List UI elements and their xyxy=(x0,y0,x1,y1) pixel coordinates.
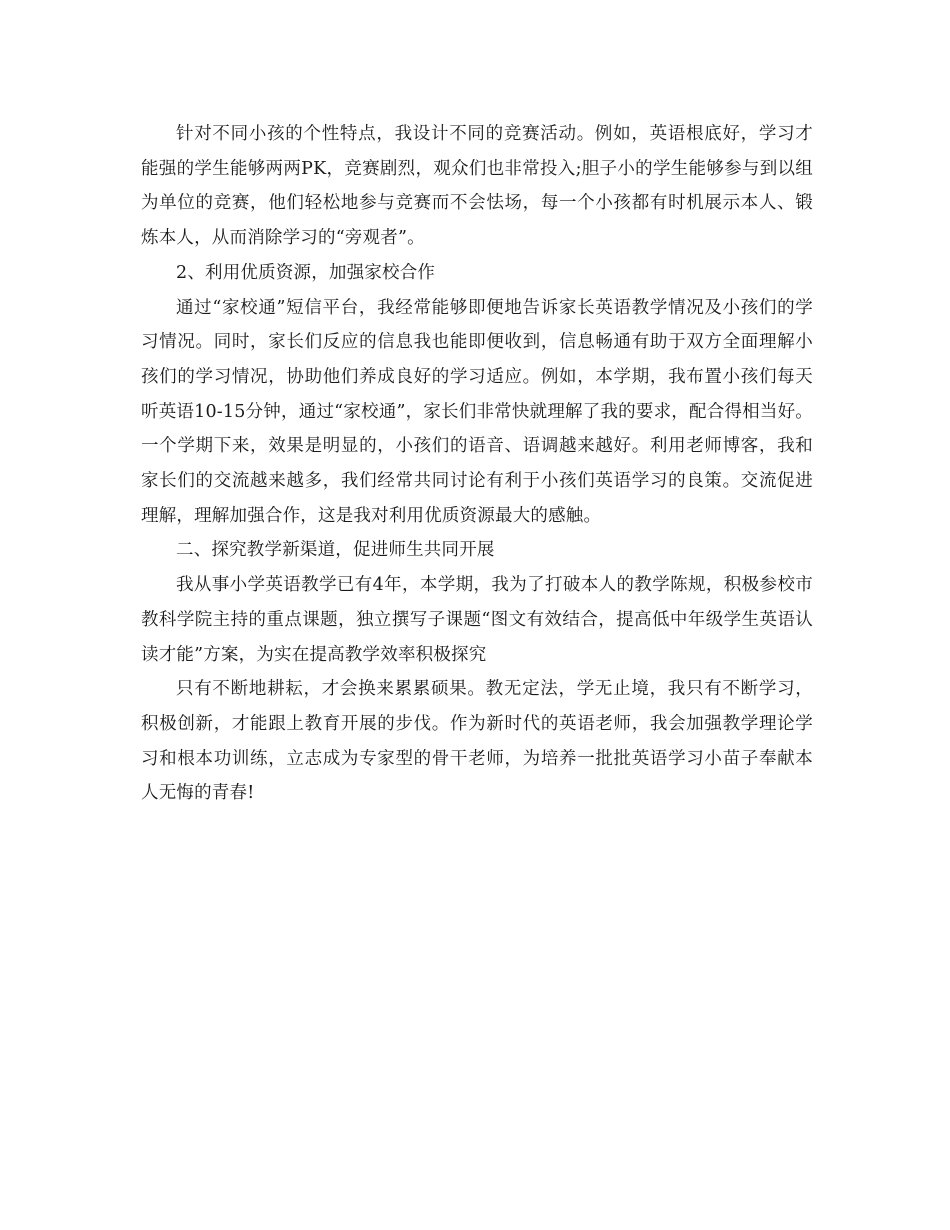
heading-home-school-cooperation: 2、利用优质资源，加强家校合作 xyxy=(176,262,436,283)
document-body xyxy=(141,117,813,811)
paragraph-competition-activities: 针对不同小孩的个性特点，我设计不同的竞赛活动。例如，英语根底好，学习才能强的学生能够两两PK，竞赛剧烈，观众们也非常投入;胆子小的学生能够参与到以组为单位的竞赛，他们轻松地参与竞赛而不会怯场，每一个小孩都有时机展示本人、锻炼本人，从而消除学习的“旁观者”。 xyxy=(141,124,813,249)
paragraph-research-project: 我从事小学英语教学已有4年，本学期，我为了打破本人的教学陈规，积极参校市教科学院主持的重点课题，独立撰写子课题“图文有效结合，提高低中年级学生英语认读才能”方案，为实在提高教学效率积极探究 xyxy=(141,575,813,665)
paragraph-home-school-platform: 通过“家校通”短信平台，我经常能够即便地告诉家长英语教学情况及小孩们的学习情况。同时，家长们反应的信息我也能即便收到，信息畅通有助于双方全面理解小孩们的学习情况，协助他们养成良好的学习适应。例如，本学期，我布置小孩们每天听英语10-15分钟，通过“家校通”，家长们非常快就理解了我的要求，配合得相当好。一个学期下来，效果是明显的，小孩们的语音、语调越来越好。利用老师博客，我和家长们的交流越来越多，我们经常共同讨论有利于小孩们英语学习的良策。交流促进理解，理解加强合作，这是我对利用优质资源最大的感触。 xyxy=(141,297,813,526)
heading-teaching-new-channels: 二、探究教学新渠道，促进师生共同开展 xyxy=(176,540,495,561)
paragraph-conclusion: 只有不断地耕耘，才会换来累累硕果。教无定法，学无止境，我只有不断学习，积极创新，才能跟上教育开展的步伐。作为新时代的英语老师，我会加强教学理论学习和根本功训练，立志成为专家型的骨干老师，为培养一批批英语学习小苗子奉献本人无悔的青春! xyxy=(141,679,813,804)
